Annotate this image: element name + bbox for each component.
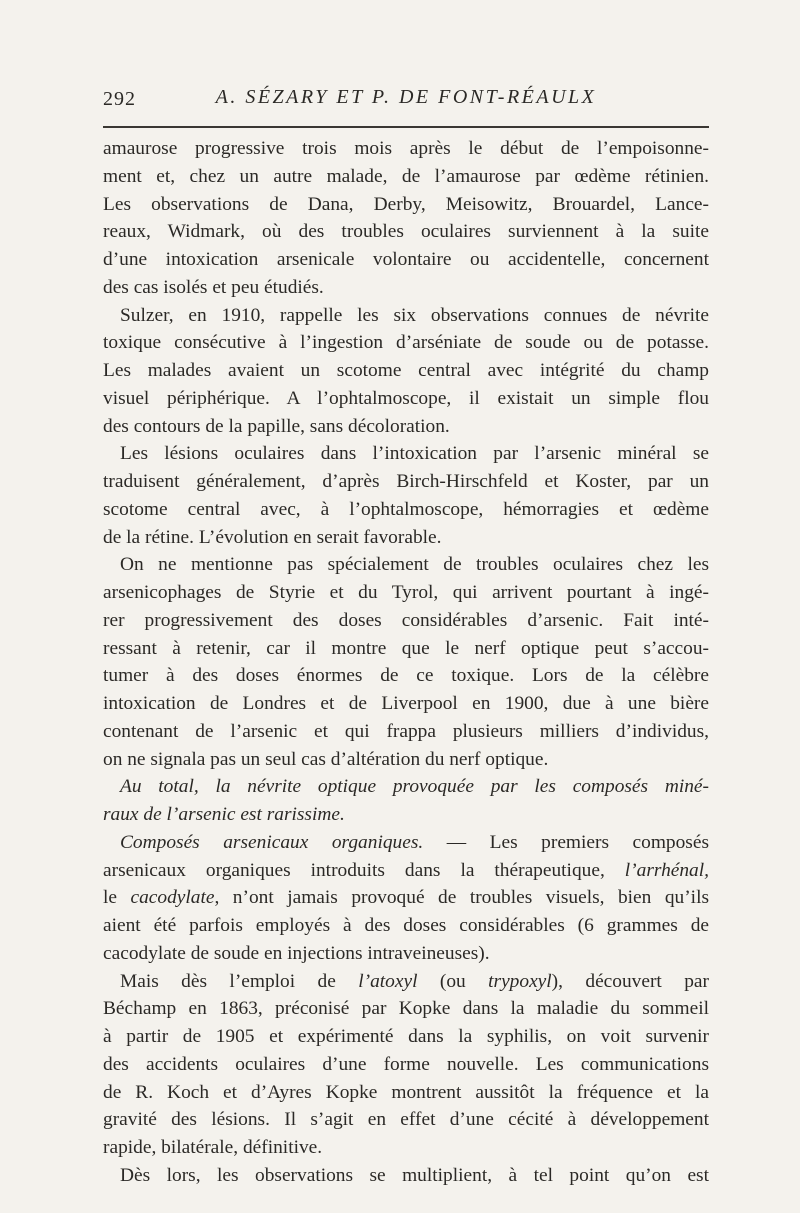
- text-segment: scotome central avec, à l’ophtalmoscope, hémorragies et œdème: [103, 498, 709, 520]
- text-segment: On ne mentionne pas spécialement de troubles oculaires chez les: [120, 554, 709, 576]
- text-segment: contenant de l’arsenic et qui frappa plusieurs milliers d’individus,: [103, 720, 709, 742]
- text-segment: arsenicaux organiques introduits dans la thérapeutique,: [103, 859, 625, 881]
- text-line: [103, 524, 709, 552]
- text-segment: de R. Koch et d’Ayres Kopke montrent aussitôt la fréquence et la: [103, 1081, 709, 1103]
- text-segment: Les observations de Dana, Derby, Meisowitz, Brouardel, Lance-: [103, 193, 709, 215]
- italic-text-segment: cacodylate: [130, 887, 215, 909]
- text-line: [103, 135, 709, 163]
- text-segment: ment et, chez un autre malade, de l’amaurose par œdème rétinien.: [103, 165, 709, 187]
- text-segment: Mais dès l’emploi de: [120, 970, 359, 992]
- text-segment: rer progressivement des doses considérables d’arsenic. Fait inté-: [103, 609, 709, 631]
- text-segment: visuel périphérique. A l’ophtalmoscope, il existait un simple flou: [103, 387, 709, 409]
- text-line: [103, 912, 709, 940]
- text-line: [103, 829, 709, 857]
- italic-text-segment: Au total, la névrite optique provoquée par les composés miné-: [120, 776, 709, 798]
- text-segment: amaurose progressive trois mois après le début de l’empoisonne-: [103, 138, 709, 159]
- text-line: [103, 940, 709, 968]
- text-segment: des accidents oculaires d’une forme nouvelle. Les communications: [103, 1053, 709, 1075]
- text-segment: rapide, bilatérale, définitive.: [103, 1137, 323, 1158]
- text-line: [103, 246, 709, 274]
- text-segment: le: [103, 887, 131, 909]
- body-text: [103, 135, 709, 1190]
- text-line: [103, 1134, 709, 1162]
- header-rule: [103, 126, 709, 128]
- text-segment: Sulzer, en 1910, rappelle les six observations connues de névrite: [120, 304, 709, 326]
- text-line: [103, 607, 709, 635]
- text-segment: des cas isolés et peu étudiés.: [103, 276, 324, 298]
- italic-text-segment: Composés arsenicaux organiques.: [120, 831, 424, 853]
- text-segment: Dès lors, les observations se multiplient, à tel point qu’on est: [120, 1164, 709, 1186]
- text-line: [103, 357, 709, 385]
- italic-text-segment: trypoxyl: [488, 970, 552, 992]
- italic-text-segment: l’atoxyl: [358, 970, 418, 992]
- text-line: [103, 191, 709, 219]
- text-segment: ), découvert par: [551, 970, 709, 992]
- text-segment: ressant à retenir, car il montre que le nerf optique peut s’accou-: [103, 637, 709, 659]
- text-line: [103, 1051, 709, 1079]
- text-segment: des contours de la papille, sans décoloration.: [103, 415, 450, 437]
- text-line: [103, 1106, 709, 1134]
- italic-text-segment: raux de l’arsenic est rarissime.: [103, 804, 345, 825]
- text-line: [103, 302, 709, 330]
- text-line: [103, 884, 709, 912]
- text-segment: intoxication de Londres et de Liverpool en 1900, due à une bière: [103, 693, 709, 714]
- text-segment: (ou: [417, 970, 489, 992]
- text-segment: d’une intoxication arsenicale volontaire ou accidentelle, concernent: [103, 249, 709, 270]
- text-line: [103, 773, 709, 801]
- text-segment: on ne signala pas un seul cas d’altération du nerf optique.: [103, 748, 549, 770]
- text-line: [103, 968, 709, 996]
- text-line: [103, 413, 709, 441]
- text-segment: cacodylate de soude en injections intraveineuses).: [103, 942, 490, 964]
- text-line: [103, 551, 709, 579]
- text-line: [103, 468, 709, 496]
- text-line: [103, 995, 709, 1023]
- text-line: [103, 801, 709, 829]
- text-line: [103, 635, 709, 663]
- text-segment: à partir de 1905 et expérimenté dans la syphilis, on voit survenir: [103, 1026, 709, 1047]
- text-line: [103, 746, 709, 774]
- italic-text-segment: l’arrhénal,: [624, 859, 709, 881]
- running-title: A. SÉZARY ET P. DE FONT-RÉAULX: [215, 86, 597, 108]
- text-segment: reaux, Widmark, où des troubles oculaires surviennent à la suite: [103, 221, 709, 243]
- text-line: [103, 662, 709, 690]
- text-line: [103, 690, 709, 718]
- text-segment: gravité des lésions. Il s’agit en effet d’une cécité à développement: [103, 1109, 709, 1131]
- text-line: [103, 857, 709, 885]
- text-line: [103, 496, 709, 524]
- text-line: [103, 1023, 709, 1051]
- text-line: [103, 1162, 709, 1190]
- text-segment: Les lésions oculaires dans l’intoxication par l’arsenic minéral se: [120, 443, 709, 465]
- text-segment: — Les premiers composés: [423, 831, 710, 853]
- text-segment: arsenicophages de Styrie et du Tyrol, qui arrivent pourtant à ingé-: [103, 582, 709, 603]
- text-line: [103, 1079, 709, 1107]
- text-line: [103, 385, 709, 413]
- text-segment: aient été parfois employés à des doses considérables (6 grammes de: [103, 915, 709, 936]
- text-line: [103, 274, 709, 302]
- text-segment: toxique consécutive à l’ingestion d’arséniate de soude ou de potasse.: [103, 332, 709, 354]
- text-segment: de la rétine. L’évolution en serait favorable.: [103, 526, 442, 548]
- text-line: [103, 163, 709, 191]
- text-line: [103, 579, 709, 607]
- text-segment: Les malades avaient un scotome central avec intégrité du champ: [103, 360, 709, 381]
- text-segment: traduisent généralement, d’après Birch-Hirschfeld et Koster, par un: [103, 471, 709, 492]
- text-segment: tumer à des doses énormes de ce toxique. Lors de la célèbre: [103, 665, 709, 687]
- page-number: 292: [103, 88, 136, 110]
- text-line: [103, 440, 709, 468]
- text-line: [103, 718, 709, 746]
- text-segment: Béchamp en 1863, préconisé par Kopke dans la maladie du sommeil: [103, 998, 709, 1020]
- text-segment: , n’ont jamais provoqué de troubles visuels, bien qu’ils: [214, 887, 710, 909]
- text-line: [103, 329, 709, 357]
- page-header: [103, 86, 709, 116]
- text-line: [103, 218, 709, 246]
